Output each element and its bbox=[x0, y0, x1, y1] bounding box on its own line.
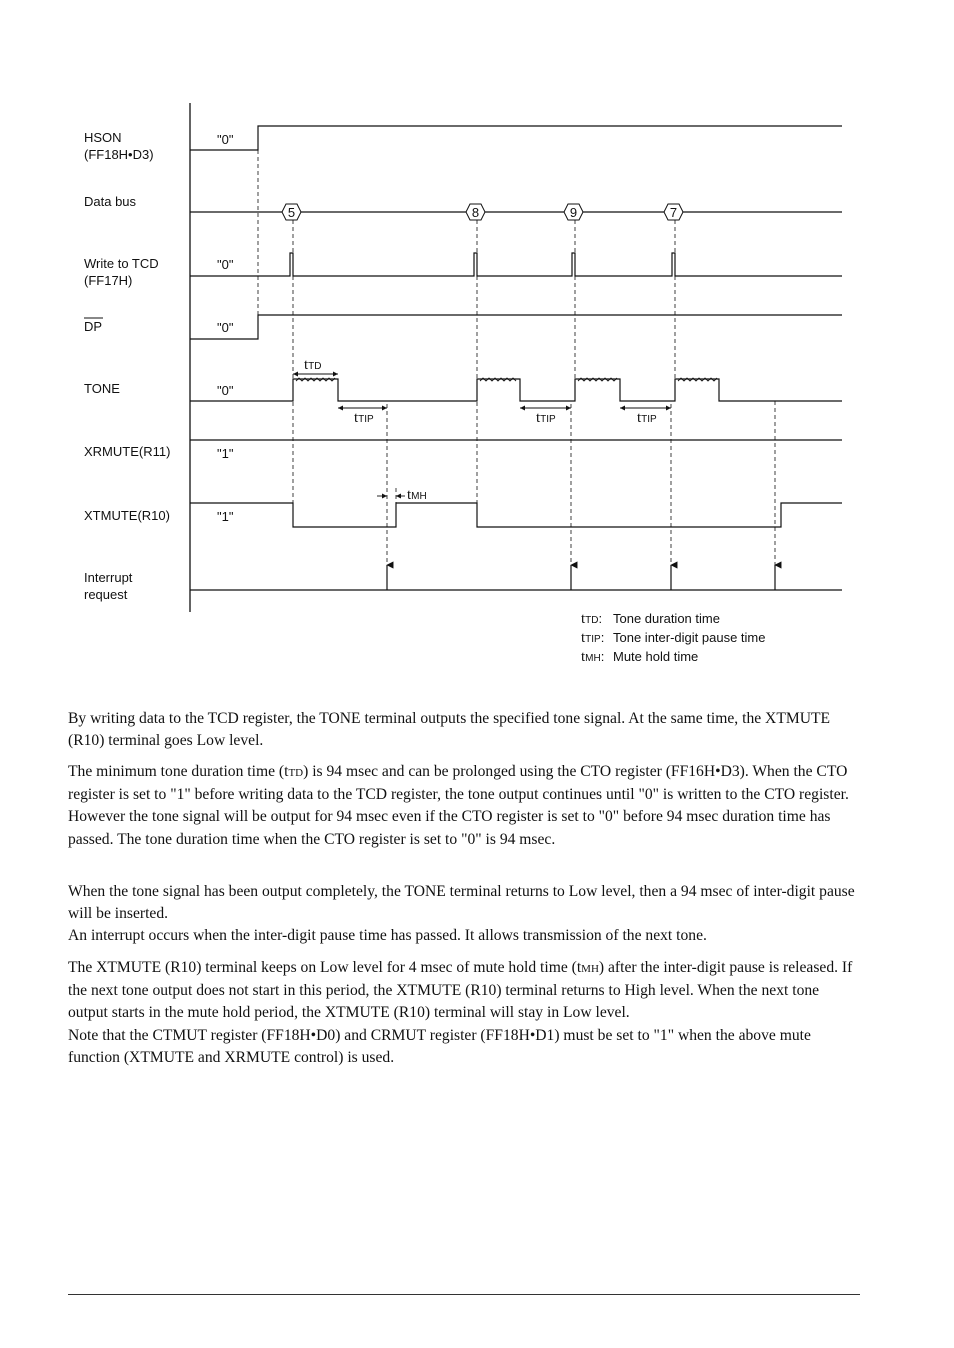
data-value-3: 9 bbox=[569, 205, 578, 220]
svg-text:tMH:: tMH: bbox=[581, 649, 605, 665]
tip-annotation-3 bbox=[620, 406, 671, 427]
hson-label: HSON bbox=[84, 130, 122, 145]
data-value-2: 8 bbox=[471, 205, 480, 220]
paragraph-tcd-write: By writing data to the TCD register, the TONE terminal outputs the specified tone signal. At the same time, the XTMUTE (R10) terminal goes Low level. bbox=[68, 710, 831, 750]
svg-text:Mute hold time: Mute hold time bbox=[613, 649, 699, 664]
data-value-1: 5 bbox=[287, 205, 296, 220]
svg-text:tTIP: tTIP bbox=[536, 410, 556, 426]
footer-rule bbox=[68, 1294, 860, 1295]
svg-text:tTIP:: tTIP: bbox=[581, 630, 605, 646]
xtmute-label: XTMUTE(R10) bbox=[84, 508, 170, 523]
paragraph-tone-duration: The minimum tone duration time (tTD) is 94 msec and can be prolonged using the CTO register (FF16H•D3). When the CTO register is set to "1" before writing data to the TCD register, the tone output continues until "0" is written to the CTO register. However the tone signal will be output for 94 msec even if the CTO register is set to "0" before 94 msec duration time has passed. The tone duration time when the CTO register is set to "0" is 94 msec. bbox=[68, 763, 849, 848]
hson-initial: "0" bbox=[217, 132, 234, 147]
write-tcd-initial: "0" bbox=[217, 257, 234, 272]
svg-text:Tone duration time: Tone duration time bbox=[613, 611, 720, 626]
xrmute-label: XRMUTE(R11) bbox=[84, 444, 171, 459]
svg-text:tMH: tMH bbox=[407, 487, 427, 503]
svg-text:tTIP: tTIP bbox=[354, 410, 374, 426]
interrupt-label-2: request bbox=[84, 587, 128, 602]
hson-label-reg: (FF18H•D3) bbox=[84, 147, 154, 162]
dp-label: DP bbox=[84, 319, 103, 334]
tone-waveform bbox=[190, 379, 842, 401]
paragraph-mute-hold: The XTMUTE (R10) terminal keeps on Low level for 4 msec of mute hold time (tMH) after the inter-digit pause is released. If the next tone output does not start in this period, the XTMUTE (R10) terminal returns to High level. When the next tone output starts in the mute hold period, the XTMUTE (R10) terminal will stay in Low level. Note that the CTMUT register (FF18H•D0) and CRMUT register (FF18H•D1) must be set to "1" when the above mute function (XTMUTE and XRMUTE control) is used. bbox=[68, 959, 853, 1066]
write-tcd-waveform bbox=[190, 253, 842, 276]
svg-text:tTD:: tTD: bbox=[581, 611, 603, 627]
svg-text:Tone inter-digit pause time: Tone inter-digit pause time bbox=[613, 630, 766, 645]
xtmute-initial: "1" bbox=[217, 509, 234, 524]
legend bbox=[581, 611, 765, 665]
tone-initial: "0" bbox=[217, 383, 234, 398]
dp-initial: "0" bbox=[217, 320, 234, 335]
data-bus-label: Data bus bbox=[84, 194, 137, 209]
tip-annotation-1 bbox=[338, 406, 387, 427]
xrmute-initial: "1" bbox=[217, 446, 234, 461]
xtmute-waveform bbox=[190, 503, 842, 527]
tone-label: TONE bbox=[84, 381, 120, 396]
td-annotation bbox=[293, 357, 338, 377]
dp-waveform bbox=[190, 315, 842, 339]
mh-annotation bbox=[377, 487, 427, 503]
write-tcd-label-reg: (FF17H) bbox=[84, 273, 133, 288]
paragraph-pause: When the tone signal has been output completely, the TONE terminal returns to Low level, then a 94 msec of inter-digit pause will be inserted. An interrupt occurs when the inter-digit pause time has passed. It allows transmission of the next tone. bbox=[68, 883, 855, 945]
svg-text:tTIP: tTIP bbox=[637, 410, 657, 426]
hson-waveform bbox=[190, 126, 842, 150]
svg-text:tTD: tTD bbox=[304, 357, 322, 373]
write-tcd-label: Write to TCD bbox=[84, 256, 159, 271]
interrupt-label: Interrupt bbox=[84, 570, 133, 585]
tip-annotation-2 bbox=[520, 406, 571, 427]
data-value-4: 7 bbox=[669, 205, 678, 220]
